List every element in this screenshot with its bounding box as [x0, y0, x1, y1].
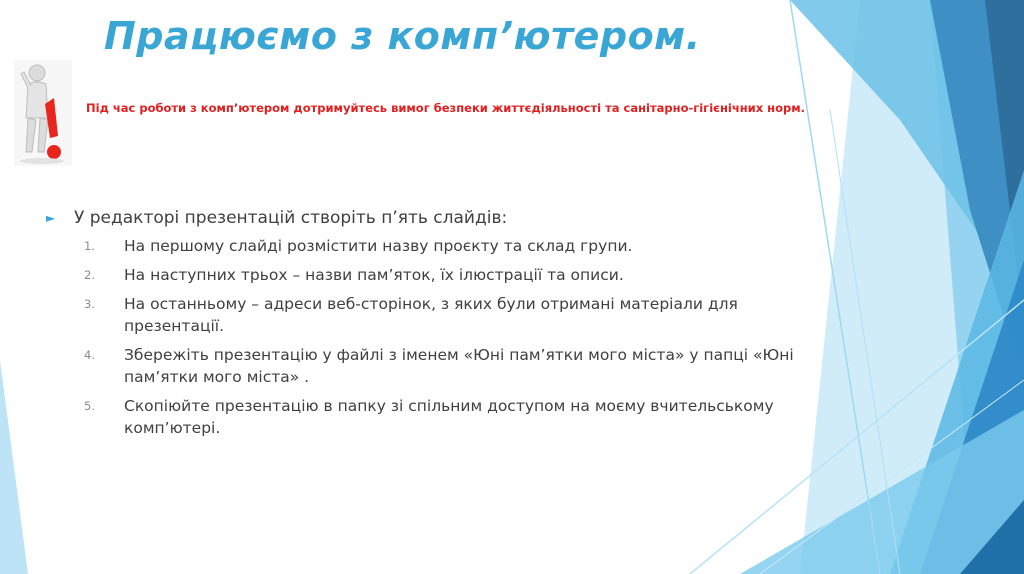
step-number: 1. — [84, 239, 95, 253]
list-item — [46, 235, 836, 257]
list-item — [46, 344, 836, 388]
step-number: 3. — [84, 297, 95, 311]
slide-content — [46, 205, 836, 446]
step-text: На наступних трьох – назви пам’яток, їх ілюстрації та описи. — [124, 266, 624, 284]
step-text: Збережіть презентацію у файлі з іменем «Юні пам’ятки мого міста» у папці «Юні пам’ятки мого міста» . — [124, 346, 794, 386]
step-text: На останньому – адреси веб-сторінок, з яких були отримані матеріали для презентації. — [124, 295, 738, 335]
step-text: Скопіюйте презентацію в папку зі спільним доступом на моєму вчительському комп’ютері. — [124, 397, 774, 437]
step-number: 4. — [84, 348, 95, 362]
main-point-text: У редакторі презентацій створіть п’ять слайдів: — [74, 208, 508, 228]
step-number: 2. — [84, 268, 95, 282]
main-point — [46, 205, 836, 231]
list-item — [46, 293, 836, 337]
steps-list — [46, 235, 836, 439]
safety-warning: Під час роботи з комп’ютером дотримуйтесь вимог безпеки життєдіяльності та санітарно-гігієнічних норм. — [86, 101, 806, 115]
step-text: На першому слайді розмістити назву проєкту та склад групи. — [124, 237, 633, 255]
list-item — [46, 395, 836, 439]
slide-title: Працюємо з комп’ютером. — [104, 14, 701, 58]
person-with-exclamation-icon — [14, 60, 72, 166]
step-number: 5. — [84, 399, 95, 413]
list-item — [46, 264, 836, 286]
triangle-right-bullet-icon: ► — [46, 211, 56, 225]
